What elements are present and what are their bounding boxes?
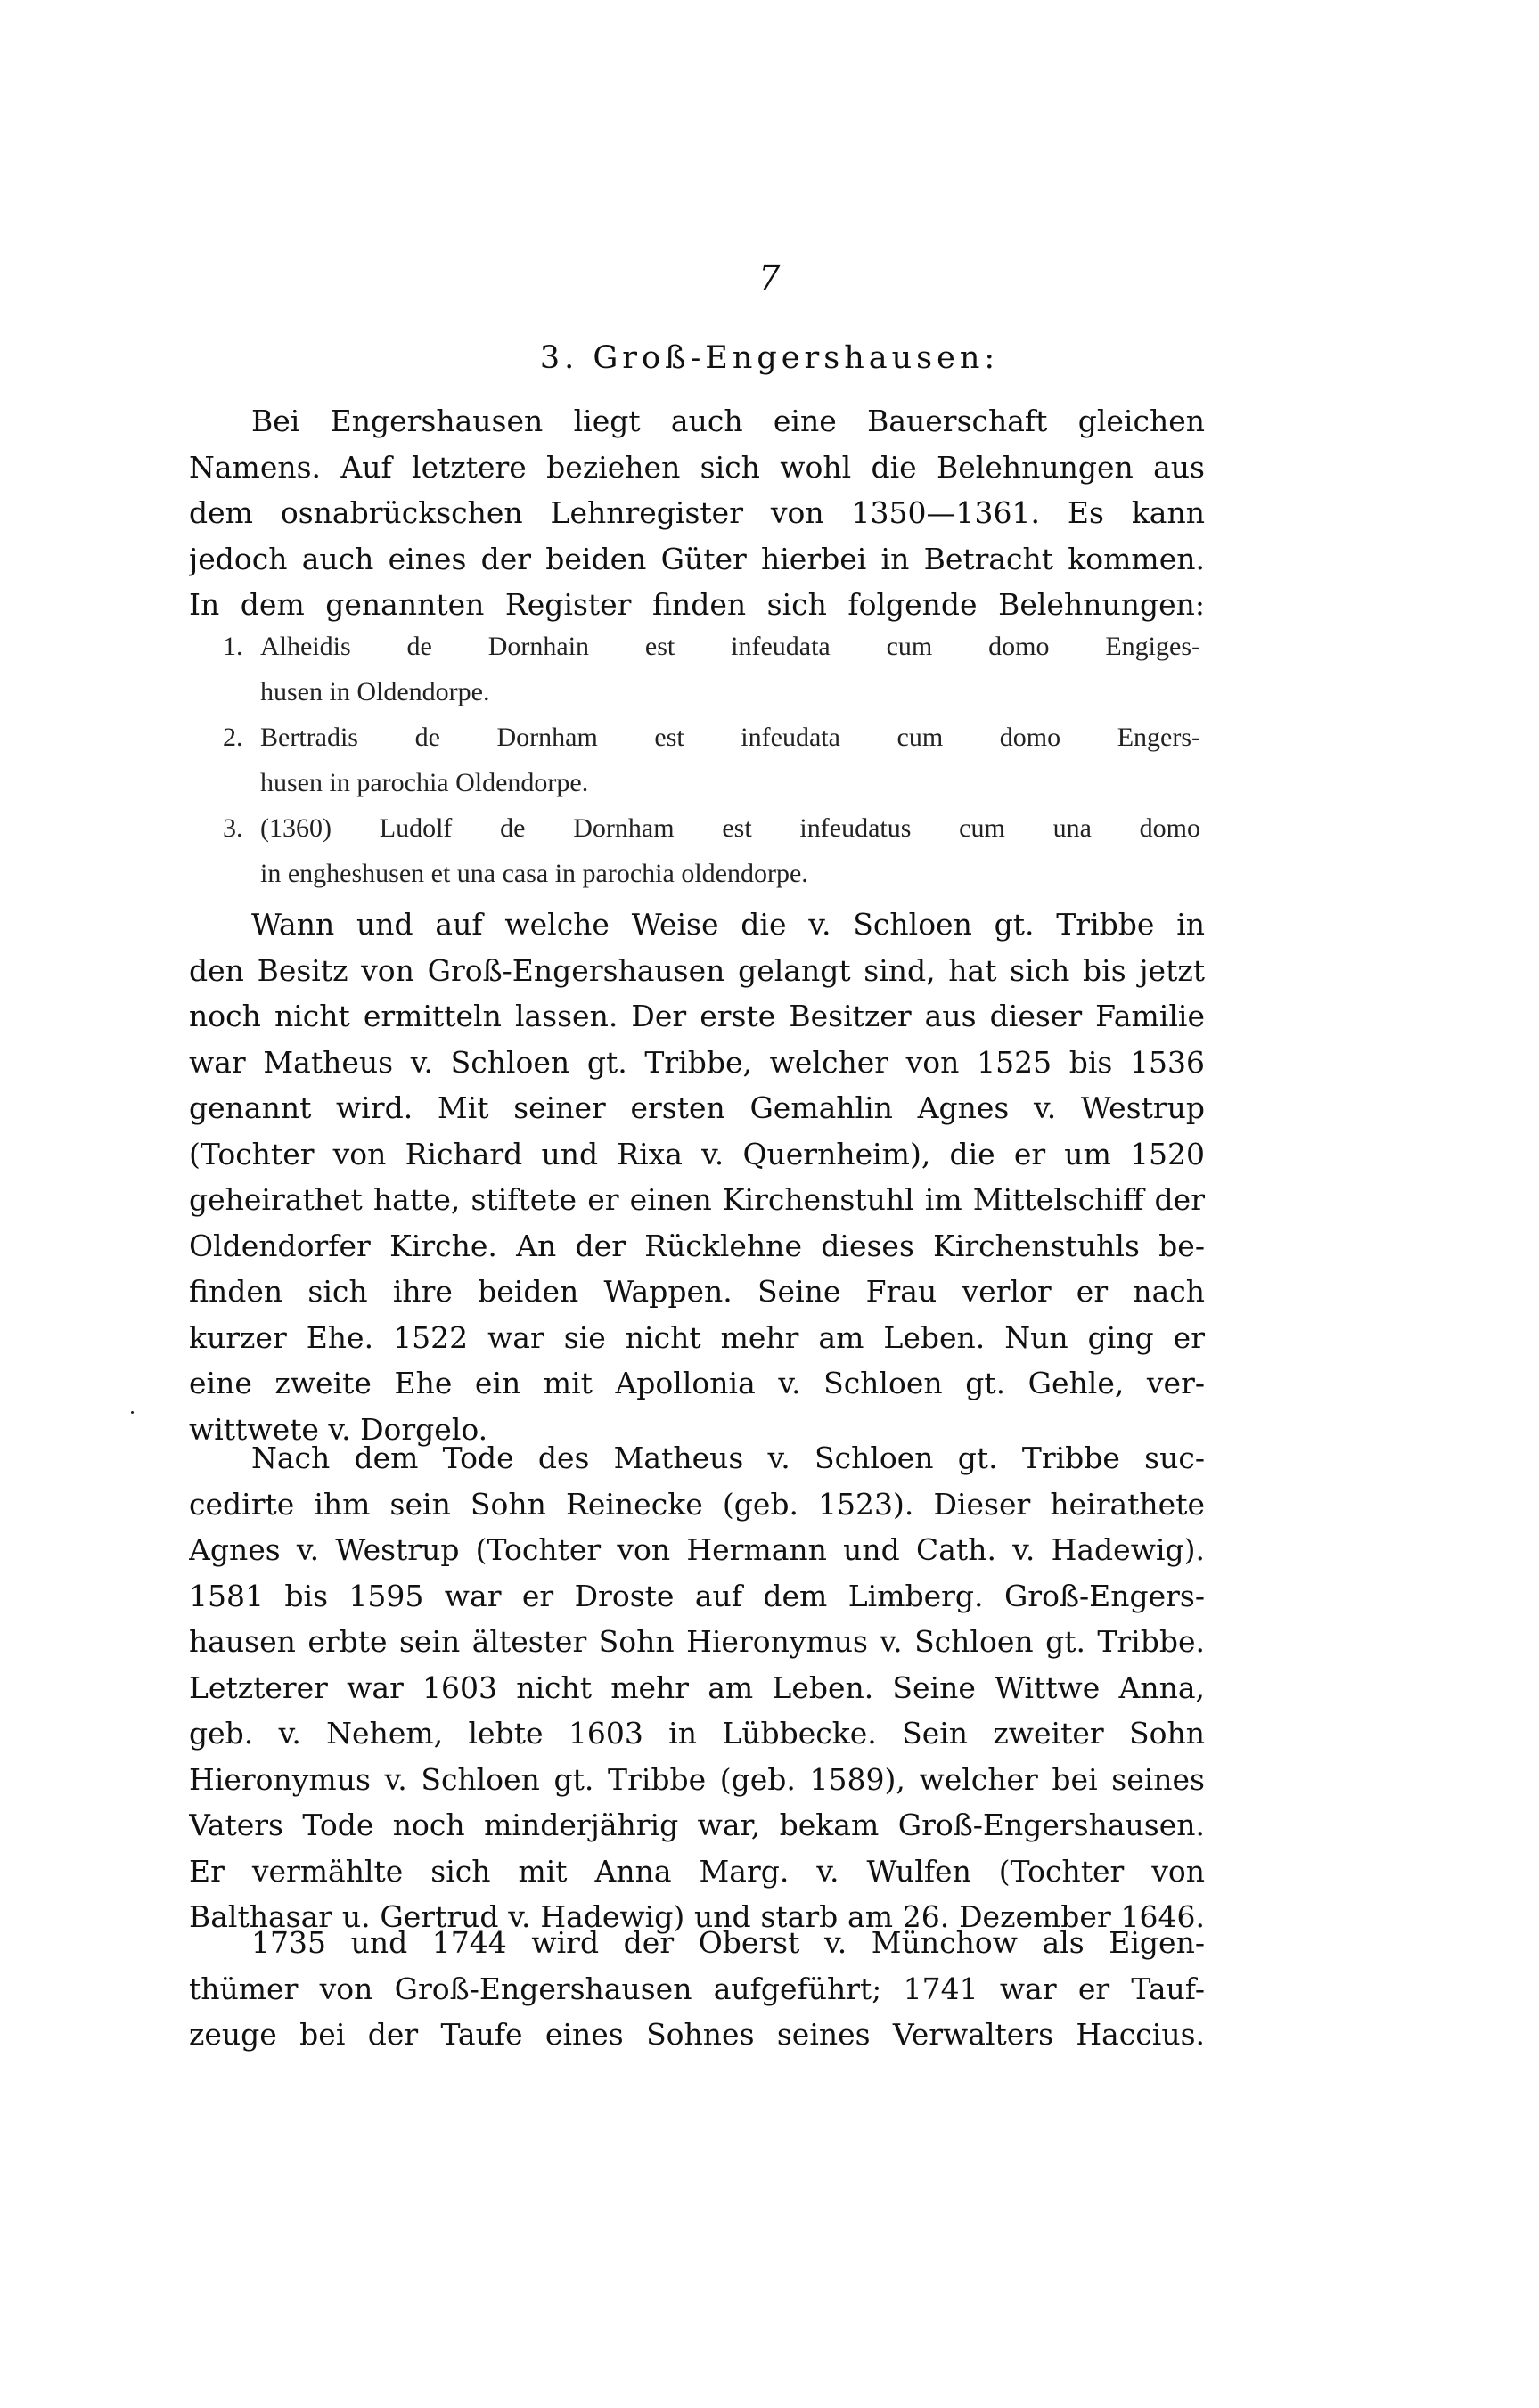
text-line: geheirathet hatte, stiftete er einen Kirchenstuhl im Mittelschiff der — [189, 1182, 1205, 1217]
text-line: Bei Engershausen liegt auch eine Bauerschaft gleichen — [251, 404, 1205, 438]
text-line: genannt wird. Mit seiner ersten Gemahlin Agnes v. Westrup — [189, 1090, 1205, 1125]
text-line: zeuge bei der Taufe eines Sohnes seines Verwalters Haccius. — [189, 2017, 1205, 2052]
text-line: finden sich ihre beiden Wappen. Seine Frau verlor er nach — [189, 1274, 1205, 1309]
list-item — [223, 714, 1200, 805]
margin-mark — [131, 1411, 134, 1414]
text-line: In dem genannten Register finden sich folgende Belehnungen: — [189, 587, 1205, 622]
paragraph-4 — [189, 1920, 1205, 2058]
list-number: 1. — [223, 632, 243, 661]
text-line: wittwete v. Dorgelo. — [189, 1411, 488, 1447]
list-line: husen in Oldendorpe. — [260, 677, 490, 706]
text-line: Letzterer war 1603 nicht mehr am Leben. Seine Wittwe Anna, — [189, 1669, 1205, 1705]
text-line: Agnes v. Westrup (Tochter von Hermann und Cath. v. Hadewig). — [189, 1532, 1205, 1567]
text-line: Namens. Auf letztere beziehen sich wohl die Belehnungen aus — [189, 449, 1205, 485]
text-line: thümer von Groß-Engershausen aufgeführt; 1741 war er Tauf- — [189, 1971, 1205, 2006]
text-line: Balthasar u. Gertrud v. Hadewig) und starb am 26. Dezember 1646. — [189, 1899, 1205, 1934]
list-line: husen in parochia Oldendorpe. — [260, 768, 589, 797]
paragraph-2 — [189, 902, 1205, 1452]
list-number: 2. — [223, 722, 243, 752]
text-line: noch nicht ermitteln lassen. Der erste Besitzer aus dieser Familie — [189, 999, 1205, 1033]
text-line: (Tochter von Richard und Rixa v. Quernheim), die er um 1520 — [189, 1136, 1205, 1171]
text-line: 1581 bis 1595 war er Droste auf dem Limberg. Groß-Engers- — [189, 1578, 1205, 1613]
paragraph-3 — [189, 1435, 1205, 1940]
text-line: 1735 und 1744 wird der Oberst v. Münchow als Eigen- — [251, 1925, 1205, 1960]
list-line: in engheshusen et una casa in parochia oldendorpe. — [260, 859, 808, 888]
list-number: 3. — [223, 813, 243, 843]
text-line: cedirte ihm sein Sohn Reinecke (geb. 1523). Dieser heirathete — [189, 1486, 1205, 1522]
text-line: geb. v. Nehem, lebte 1603 in Lübbecke. Sein zweiter Sohn — [189, 1716, 1205, 1751]
list-line: (1360) Ludolf de Dornham est infeudatus cum una domo — [260, 813, 1200, 843]
text-line: war Matheus v. Schloen gt. Tribbe, welcher von 1525 bis 1536 — [189, 1044, 1205, 1080]
text-line: Hieronymus v. Schloen gt. Tribbe (geb. 1589), welcher bei seines — [189, 1761, 1205, 1797]
text-line: kurzer Ehe. 1522 war sie nicht mehr am Leben. Nun ging er — [189, 1319, 1205, 1355]
text-line: Vaters Tode noch minderjährig war, bekam Groß-Engershausen. — [189, 1808, 1205, 1842]
list-item — [223, 624, 1200, 714]
text-line: Nach dem Tode des Matheus v. Schloen gt. Tribbe suc- — [251, 1441, 1205, 1475]
list-item — [223, 805, 1200, 896]
text-line: eine zweite Ehe ein mit Apollonia v. Schloen gt. Gehle, ver- — [189, 1366, 1205, 1400]
paragraph-1 — [189, 398, 1205, 628]
list-line: Alheidis de Dornhain est infeudata cum domo Engiges- — [260, 632, 1200, 661]
text-line: Oldendorfer Kirche. An der Rücklehne dieses Kirchenstuhls be- — [189, 1228, 1205, 1263]
section-heading: 3. Groß-Engershausen: — [539, 340, 1000, 376]
text-line: Wann und auf welche Weise die v. Schloen gt. Tribbe in — [251, 907, 1205, 942]
text-line: Er vermählte sich mit Anna Marg. v. Wulfen (Tochter von — [189, 1853, 1205, 1889]
text-line: den Besitz von Groß-Engershausen gelangt sind, hat sich bis jetzt — [189, 952, 1205, 988]
text-line: hausen erbte sein ältester Sohn Hieronymus v. Schloen gt. Tribbe. — [189, 1624, 1205, 1659]
text-line: jedoch auch eines der beiden Güter hierbei in Betracht kommen. — [189, 541, 1205, 576]
enfeoffment-list — [223, 624, 1200, 896]
text-line: dem osnabrückschen Lehnregister von 1350—1361. Es kann — [189, 495, 1205, 530]
list-line: Bertradis de Dornham est infeudata cum domo Engers- — [260, 722, 1200, 752]
page-number: 7 — [758, 258, 781, 298]
